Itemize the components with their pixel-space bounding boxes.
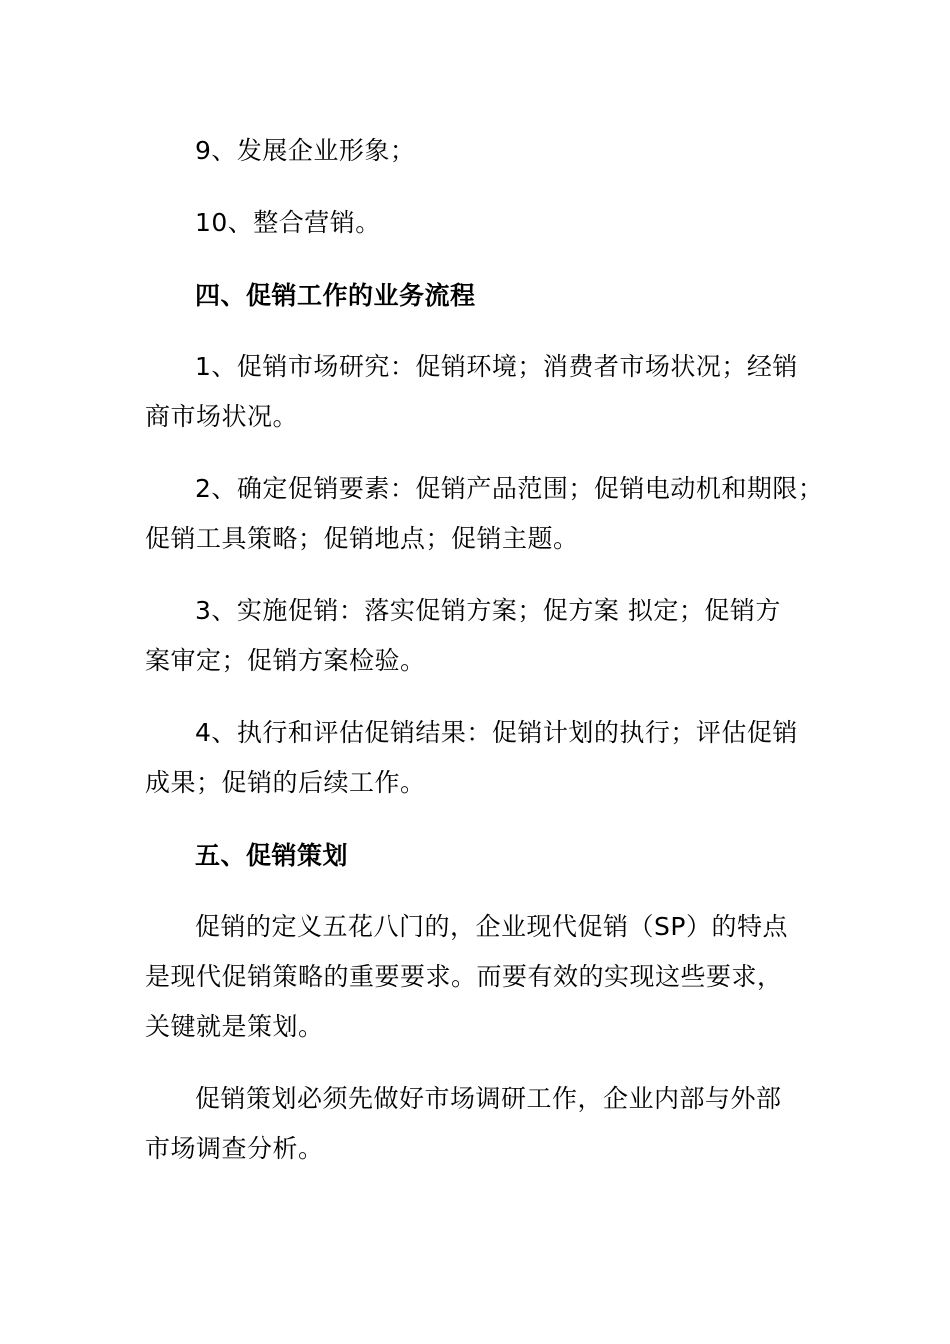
paragraph-4-line-2: 成果；促销的后续工作。 xyxy=(145,768,426,797)
paragraph-6-line-2: 市场调查分析。 xyxy=(145,1134,324,1163)
paragraph-5-line-1: 促销的定义五花八门的，企业现代促销（SP）的特点 xyxy=(195,912,788,941)
list-item-9: 9、发展企业形象； xyxy=(195,136,416,165)
paragraph-2-line-2: 促销工具策略；促销地点；促销主题。 xyxy=(145,524,579,553)
paragraph-5-line-3: 关键就是策划。 xyxy=(145,1012,324,1041)
paragraph-1-line-1: 1、促销市场研究：促销环境；消费者市场状况；经销 xyxy=(195,352,798,381)
paragraph-1-line-2: 商市场状况。 xyxy=(145,402,299,431)
section-heading-5: 五、促销策划 xyxy=(195,841,349,870)
paragraph-3-line-1: 3、实施促销：落实促销方案；促方案 拟定；促销方 xyxy=(195,596,781,625)
section-heading-4: 四、促销工作的业务流程 xyxy=(195,281,476,310)
paragraph-3-line-2: 案审定；促销方案检验。 xyxy=(145,646,426,675)
paragraph-6-line-1: 促销策划必须先做好市场调研工作，企业内部与外部 xyxy=(195,1084,782,1113)
list-item-10: 10、整合营销。 xyxy=(195,208,381,237)
paragraph-5-line-2: 是现代促销策略的重要要求。而要有效的实现这些要求， xyxy=(145,962,783,991)
paragraph-2-line-1: 2、确定促销要素：促销产品范围；促销电动机和期限； xyxy=(195,474,824,503)
paragraph-4-line-1: 4、执行和评估促销结果：促销计划的执行；评估促销 xyxy=(195,718,798,747)
